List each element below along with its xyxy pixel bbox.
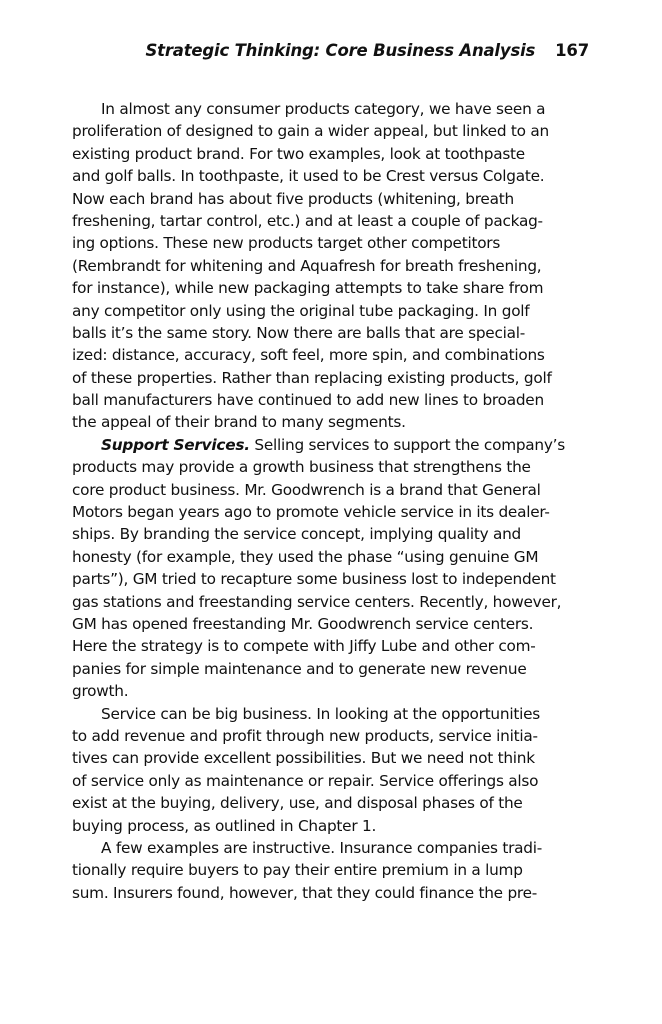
paragraph-support-services bbox=[72, 434, 589, 703]
text-line: buying process, as outlined in Chapter 1. bbox=[72, 816, 377, 835]
text-line: for instance), while new packaging attempts to take share from bbox=[72, 279, 544, 298]
text-line: Now each brand has about five products (whitening, breath bbox=[72, 189, 514, 208]
text-line: (Rembrandt for whitening and Aquafresh for breath freshening, bbox=[72, 256, 542, 275]
text-line: In almost any consumer products category, we have seen a bbox=[101, 100, 546, 118]
run-in-heading: Support Services. bbox=[101, 435, 250, 454]
text-line: the appeal of their brand to many segments. bbox=[72, 413, 406, 432]
text-line: Here the strategy is to compete with Jiffy Lube and other com- bbox=[72, 637, 536, 656]
text-line: of these properties. Rather than replacing existing products, golf bbox=[72, 368, 552, 387]
text-line: tives can provide excellent possibilities. But we need not think bbox=[72, 749, 535, 768]
text-line: ships. By branding the service concept, implying quality and bbox=[72, 525, 522, 544]
text-line: and golf balls. In toothpaste, it used to be Crest versus Colgate. bbox=[72, 167, 545, 186]
text-line: gas stations and freestanding service centers. Recently, however, bbox=[72, 592, 562, 611]
text-line: panies for simple maintenance and to generate new revenue bbox=[72, 659, 527, 678]
text-line: growth. bbox=[72, 682, 129, 701]
text-line: ing options. These new products target other competitors bbox=[72, 234, 501, 253]
paragraph-service-business bbox=[72, 703, 589, 837]
run-in-rest: Selling services to support the company’s bbox=[249, 435, 566, 454]
running-head bbox=[72, 41, 589, 65]
text-line: proliferation of designed to gain a wider appeal, but linked to an bbox=[72, 122, 549, 141]
text-line: parts”), GM tried to recapture some business lost to independent bbox=[72, 570, 556, 589]
text-line: A few examples are instructive. Insurance companies tradi- bbox=[101, 838, 543, 857]
text-line: balls it’s the same story. Now there are balls that are special- bbox=[72, 323, 525, 342]
text-line: ized: distance, accuracy, soft feel, more spin, and combinations bbox=[72, 346, 545, 365]
chapter-title: Strategic Thinking: Core Business Analysis bbox=[145, 41, 536, 60]
text-line bbox=[72, 434, 589, 456]
text-line: to add revenue and profit through new products, service initia- bbox=[72, 726, 538, 745]
text-line: ball manufacturers have continued to add new lines to broaden bbox=[72, 391, 544, 410]
text-line: sum. Insurers found, however, that they could finance the pre- bbox=[72, 883, 538, 902]
text-line: products may provide a growth business that strengthens the bbox=[72, 458, 531, 477]
text-line: freshening, tartar control, etc.) and at least a couple of packag- bbox=[72, 211, 543, 230]
paragraph-consumer-products bbox=[72, 98, 589, 434]
text-line: Service can be big business. In looking at the opportunities bbox=[101, 704, 540, 723]
text-line: Motors began years ago to promote vehicle service in its dealer- bbox=[72, 503, 550, 522]
text-line: honesty (for example, they used the phase “using genuine GM bbox=[72, 547, 539, 566]
text-line: GM has opened freestanding Mr. Goodwrench service centers. bbox=[72, 614, 534, 633]
text-line: of service only as maintenance or repair. Service offerings also bbox=[72, 771, 539, 790]
body-text bbox=[72, 98, 589, 904]
text-line: exist at the buying, delivery, use, and disposal phases of the bbox=[72, 794, 523, 813]
text-line: tionally require buyers to pay their entire premium in a lump bbox=[72, 861, 523, 880]
page-number: 167 bbox=[555, 41, 589, 60]
text-line: any competitor only using the original tube packaging. In golf bbox=[72, 301, 530, 320]
text-line: core product business. Mr. Goodwrench is a brand that General bbox=[72, 480, 541, 499]
paragraph-examples bbox=[72, 837, 589, 904]
text-line: existing product brand. For two examples, look at toothpaste bbox=[72, 144, 525, 163]
